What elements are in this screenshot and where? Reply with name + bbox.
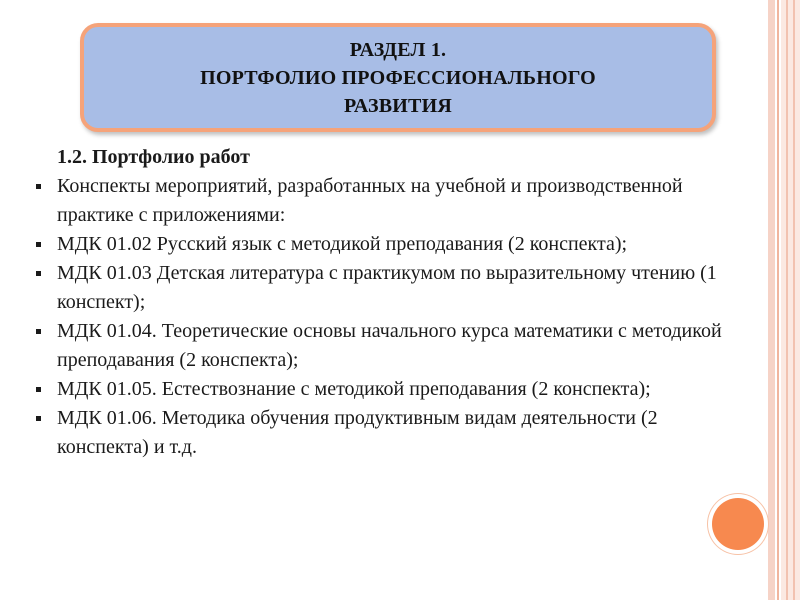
slide-title-box xyxy=(80,23,716,132)
decorative-border-stripe xyxy=(777,0,779,600)
decorative-border-stripe xyxy=(781,0,800,600)
bullet-icon xyxy=(36,242,41,247)
list-item xyxy=(36,259,746,317)
list-item-text: МДК 01.05. Естествознание с методикой преподавания (2 конспекта); xyxy=(57,378,651,400)
bullet-icon xyxy=(36,271,41,276)
bullet-list xyxy=(36,172,746,462)
bullet-icon xyxy=(36,184,41,189)
list-item xyxy=(36,375,746,404)
list-item-text: Конспекты мероприятий, разработанных на учебной и производственной практике с приложениями: xyxy=(57,175,683,226)
list-item-text: МДК 01.06. Методика обучения продуктивным видам деятельности (2 конспекта) и т.д. xyxy=(57,407,658,458)
list-item xyxy=(36,172,746,230)
decorative-border-stripe xyxy=(786,0,788,600)
bullet-icon xyxy=(36,387,41,392)
list-item-text: МДК 01.04. Теоретические основы начального курса математики с методикой преподавания (2 конспекта); xyxy=(57,320,722,371)
list-item xyxy=(36,317,746,375)
bullet-icon xyxy=(36,329,41,334)
list-item xyxy=(36,230,746,259)
section-subheading: 1.2. Портфолио работ xyxy=(57,146,250,168)
list-item-text: МДК 01.03 Детская литература с практикумом по выразительному чтению (1 конспект); xyxy=(57,262,717,313)
list-item-text: МДК 01.02 Русский язык с методикой преподавания (2 конспекта); xyxy=(57,233,628,255)
slide-content xyxy=(36,143,746,462)
title-line-3: РАЗВИТИЯ xyxy=(344,94,452,117)
list-item xyxy=(36,404,746,462)
decorative-circle xyxy=(712,498,764,550)
title-line-1: РАЗДЕЛ 1. xyxy=(349,38,447,61)
bullet-icon xyxy=(36,416,41,421)
title-line-2: ПОРТФОЛИО ПРОФЕССИОНАЛЬНОГО xyxy=(200,66,596,89)
decorative-border-stripe xyxy=(768,0,775,600)
decorative-border-stripe xyxy=(793,0,795,600)
